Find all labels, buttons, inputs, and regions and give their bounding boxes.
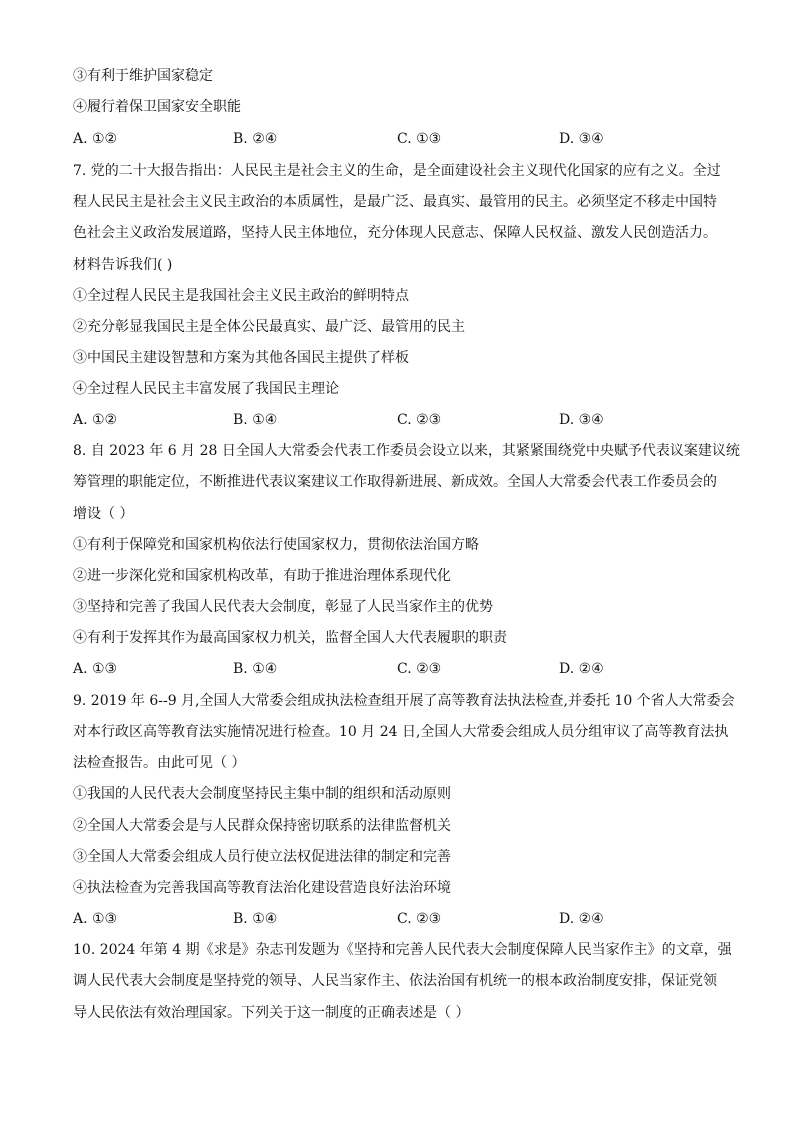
option-a[interactable]: A. ①③ xyxy=(73,661,118,677)
option-b[interactable]: B. ②④ xyxy=(233,131,278,147)
question-stem-line: 10. 2024 年第 4 期《求是》杂志刊发题为《坚持和完善人民代表大会制度保障人民当家作主》的文章，强 xyxy=(73,942,732,958)
option-d[interactable]: D. ③④ xyxy=(559,131,604,147)
option-c[interactable]: C. ①③ xyxy=(397,131,442,147)
question-stem-line: 程人民民主是社会主义民主政治的本质属性，是最广泛、最真实、最管用的民主。必须坚定不移走中国特 xyxy=(73,194,717,210)
question-stem-line: 材料告诉我们( ) xyxy=(73,257,173,273)
option-d[interactable]: D. ②④ xyxy=(559,661,604,677)
statement-line: ④全过程人民民主丰富发展了我国民主理论 xyxy=(73,381,339,397)
answer-options-row xyxy=(73,411,693,429)
statement-line: ①有利于保障党和国家机构依法行使国家权力，贯彻依法治国方略 xyxy=(73,537,479,553)
answer-options-row xyxy=(73,130,693,148)
statement-line: ③中国民主建设智慧和方案为其他各国民主提供了样板 xyxy=(73,350,409,366)
option-b[interactable]: B. ①④ xyxy=(233,911,278,927)
option-a[interactable]: A. ①② xyxy=(73,131,118,147)
option-c[interactable]: C. ②③ xyxy=(397,911,442,927)
statement-line: ③全国人大常委会组成人员行使立法权促进法律的制定和完善 xyxy=(73,849,451,865)
question-stem-line: 对本行政区高等教育法实施情况进行检查。10 月 24 日,全国人大常委会组成人员分组审议了高等教育法执 xyxy=(73,724,729,740)
statement-line: ②充分彰显我国民主是全体公民最真实、最广泛、最管用的民主 xyxy=(73,319,465,335)
option-a[interactable]: A. ①② xyxy=(73,412,118,428)
option-a[interactable]: A. ①③ xyxy=(73,911,118,927)
question-stem-line: 色社会主义政治发展道路，坚持人民主体地位，充分体现人民意志、保障人民权益、激发人民创造活力。 xyxy=(73,225,717,241)
question-stem-line: 9. 2019 年 6--9 月,全国人大常委会组成执法检查组开展了高等教育法执法检查,并委托 10 个省人大常委会 xyxy=(73,693,735,709)
option-d[interactable]: D. ③④ xyxy=(559,412,604,428)
question-stem-line: 法检查报告。由此可见（ ） xyxy=(73,755,246,771)
answer-options-row xyxy=(73,660,693,678)
option-d[interactable]: D. ②④ xyxy=(559,911,604,927)
statement-line: ②进一步深化党和国家机构改革，有助于推进治理体系现代化 xyxy=(73,568,451,584)
option-c[interactable]: C. ②③ xyxy=(397,661,442,677)
question-stem-line: 调人民代表大会制度是坚持党的领导、人民当家作主、依法治国有机统一的根本政治制度安排，保证党领 xyxy=(73,973,717,989)
option-b[interactable]: B. ①④ xyxy=(233,412,278,428)
question-stem-line: 导人民依法有效治理国家。下列关于这一制度的正确表述是（ ） xyxy=(73,1005,470,1021)
question-stem-line: 8. 自 2023 年 6 月 28 日全国人大常委会代表工作委员会设立以来，其紧紧围绕党中央赋予代表议案建议统 xyxy=(73,443,740,459)
statement-line: ①全过程人民民主是我国社会主义民主政治的鲜明特点 xyxy=(73,288,409,304)
option-c[interactable]: C. ②③ xyxy=(397,412,442,428)
answer-options-row xyxy=(73,910,693,928)
statement-line: ④有利于发挥其作为最高国家权力机关，监督全国人大代表履职的职责 xyxy=(73,630,507,646)
question-stem-line: 筹管理的职能定位，不断推进代表议案建议工作取得新进展、新成效。全国人大常委会代表工作委员会的 xyxy=(73,474,717,490)
statement-line: ③坚持和完善了我国人民代表大会制度，彰显了人民当家作主的优势 xyxy=(73,599,493,615)
question-stem-line: 增设（ ） xyxy=(73,506,134,522)
statement-line: ①我国的人民代表大会制度坚持民主集中制的组织和活动原则 xyxy=(73,786,451,802)
question-stem-line: 7. 党的二十大报告指出：人民民主是社会主义的生命，是全面建设社会主义现代化国家的应有之义。全过 xyxy=(73,163,721,179)
option-b[interactable]: B. ①④ xyxy=(233,661,278,677)
statement-line: ④履行着保卫国家安全职能 xyxy=(73,99,241,115)
statement-line: ②全国人大常委会是与人民群众保持密切联系的法律监督机关 xyxy=(73,818,451,834)
statement-line: ④执法检查为完善我国高等教育法治化建设营造良好法治环境 xyxy=(73,880,451,896)
statement-line: ③有利于维护国家稳定 xyxy=(73,68,213,84)
